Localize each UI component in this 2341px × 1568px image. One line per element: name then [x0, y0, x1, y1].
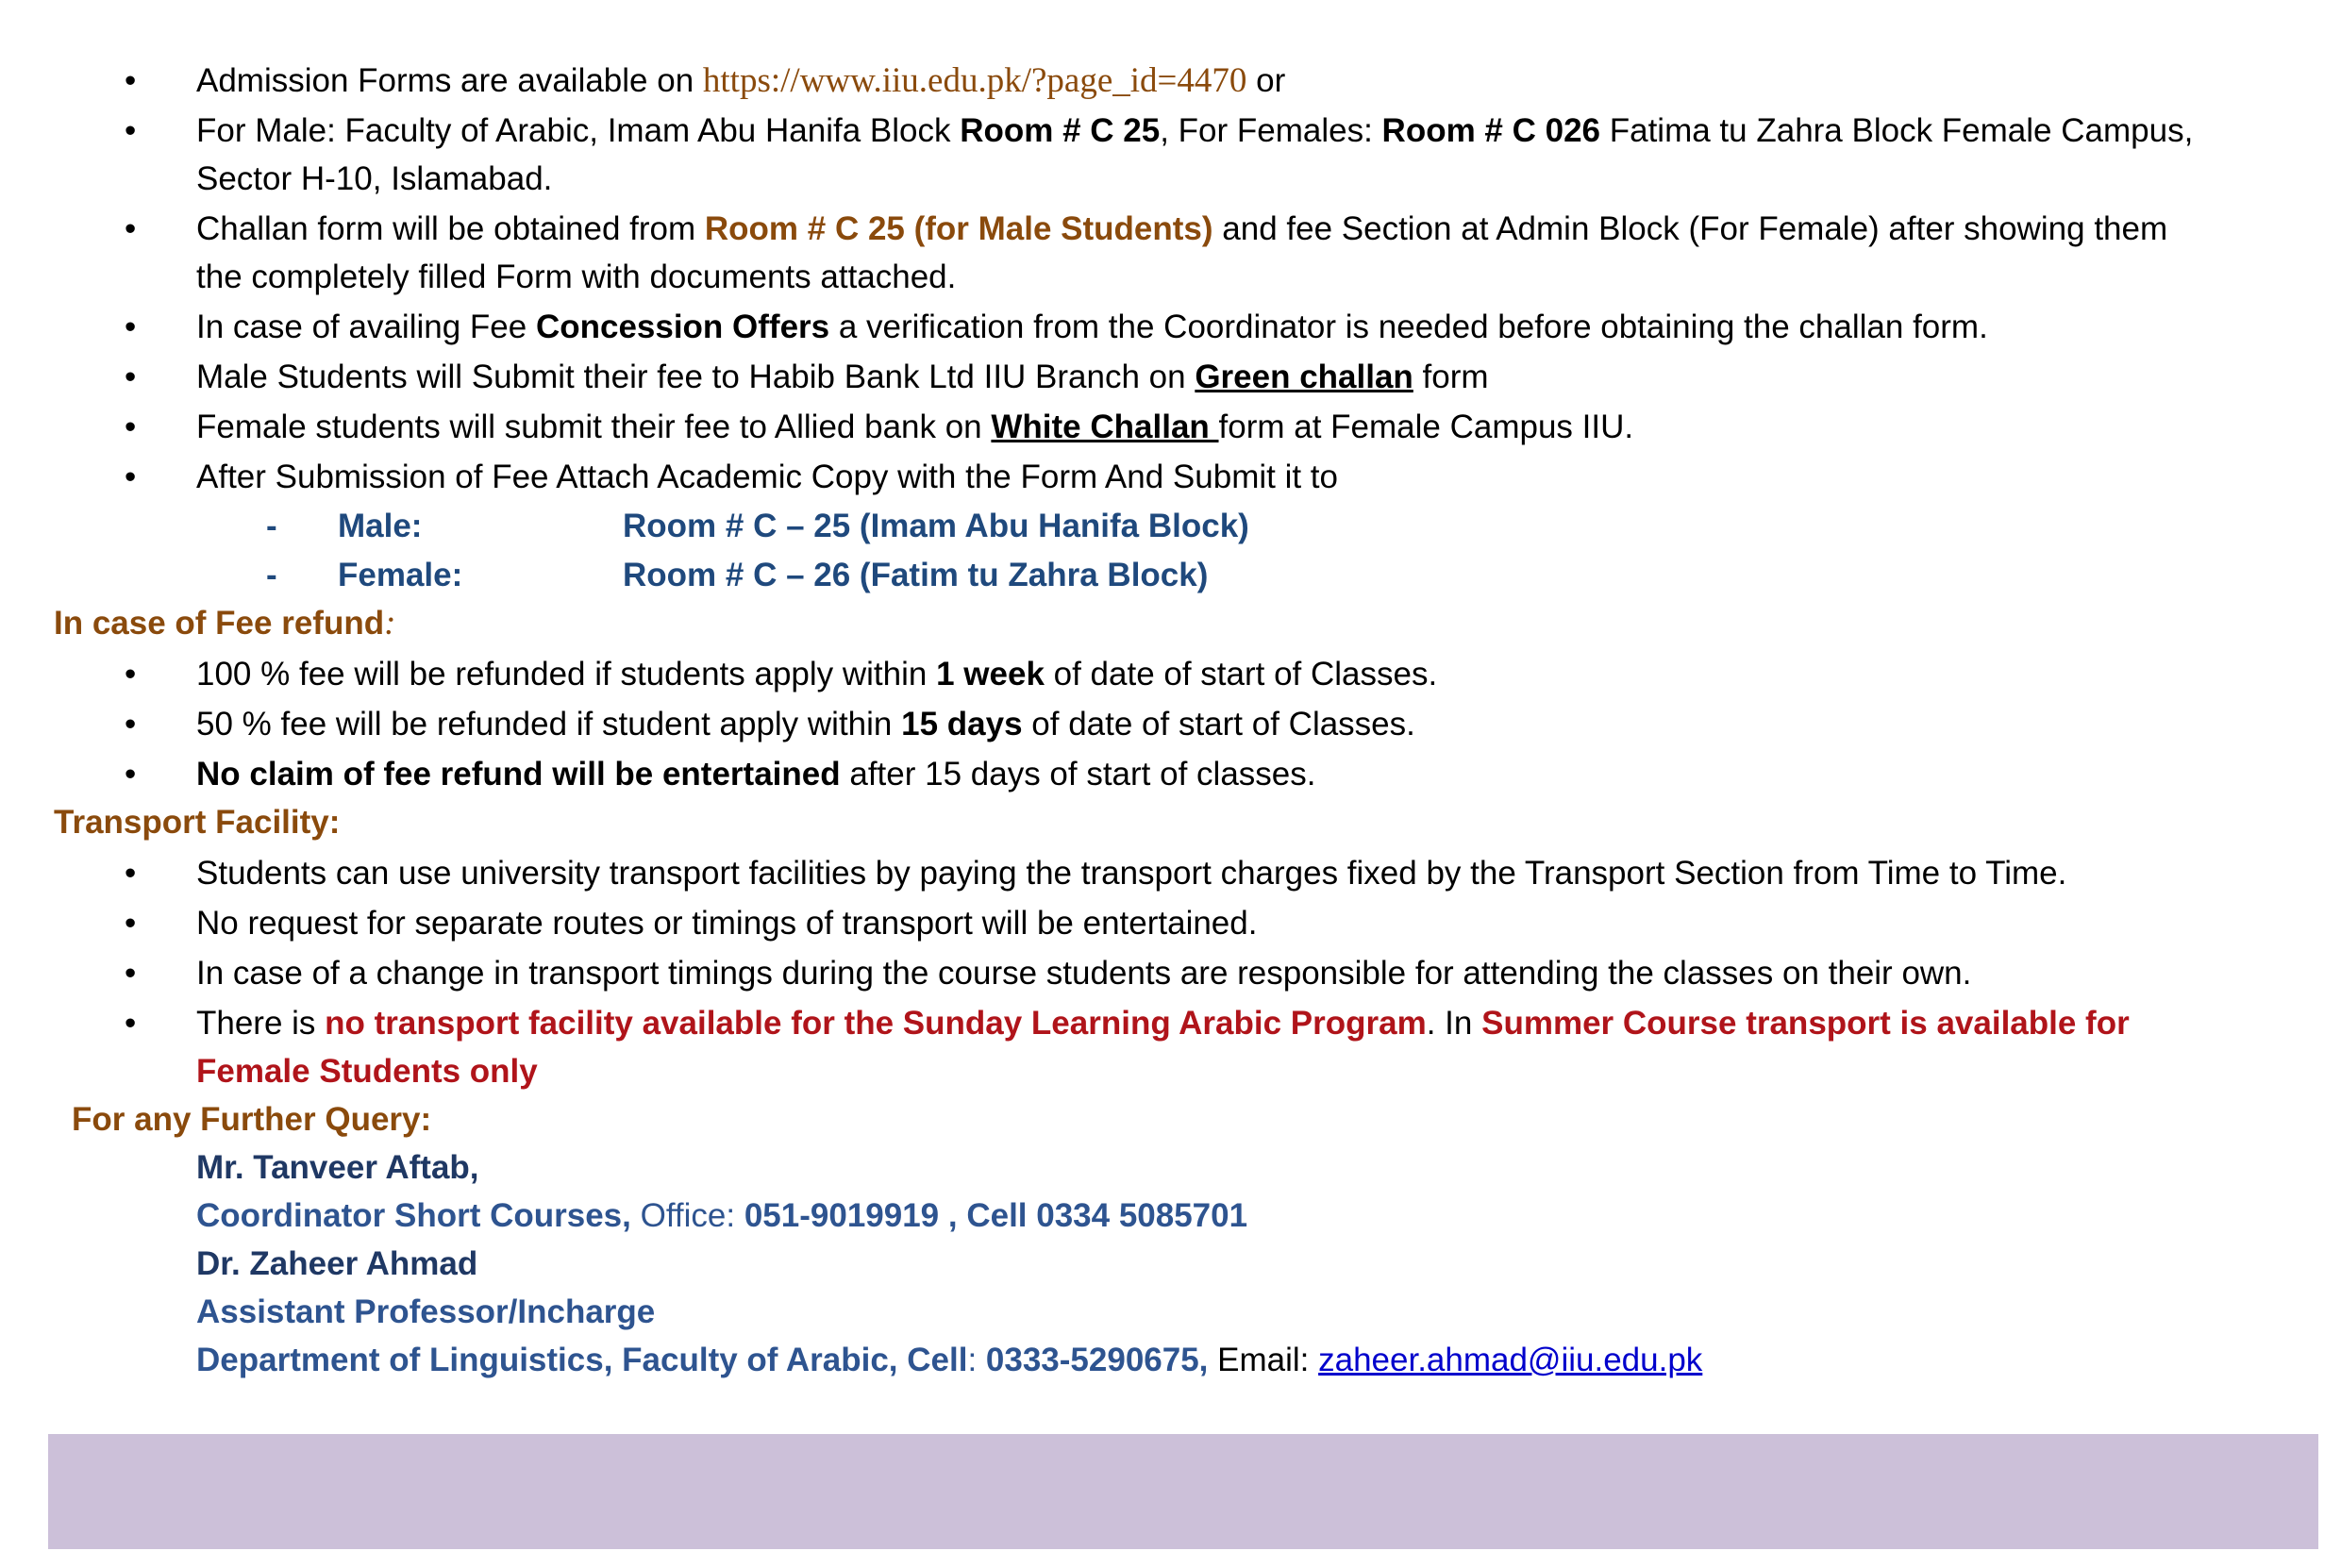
list-item-female-fee: • Female students will submit their fee to Allied bank on White Challan form at Female Campus IIU. [125, 409, 1634, 445]
list-item-transport-timings: • In case of a change in transport timings during the course students are responsible for attending the classes on their own. [125, 955, 1972, 992]
list-item-rooms: • For Male: Faculty of Arabic, Imam Abu Hanifa Block Room # C 25, For Females: Room # C 026 Fatima tu Zahra Block Female Campus, [125, 112, 2194, 149]
list-item-admission-forms: • Admission Forms are available on https://www.iiu.edu.pk/?page_id=4470 or [125, 61, 1286, 100]
list-item-refund-100: • 100 % fee will be refunded if students apply within 1 week of date of start of Classes. [125, 656, 1438, 692]
list-item-submit: • After Submission of Fee Attach Academic Copy with the Form And Submit it to [125, 459, 1338, 495]
contact2-name: Dr. Zaheer Ahmad [196, 1245, 478, 1282]
list-item-challan-form: • Challan form will be obtained from Room # C 25 (for Male Students) and fee Section at Admin Block (For Female) after showing them [125, 210, 2168, 247]
list-item-challan-form-continued: the completely filled Form with documents attached. [196, 259, 957, 295]
list-item-male-fee: • Male Students will Submit their fee to Habib Bank Ltd IIU Branch on Green challan form [125, 359, 1489, 395]
footer-band [48, 1434, 2318, 1549]
heading-transport: Transport Facility: [54, 804, 341, 841]
contact2-details: Department of Linguistics, Faculty of Arabic, Cell: 0333-5290675, Email: zaheer.ahmad@iiu.edu.pk [196, 1342, 1703, 1378]
list-item-no-refund: • No claim of fee refund will be entertained after 15 days of start of classes. [125, 756, 1316, 792]
list-item-transport-routes: • No request for separate routes or timings of transport will be entertained. [125, 905, 1258, 942]
sub-item-male-room: - Male: Room # C – 25 (Imam Abu Hanifa Block) [266, 508, 1249, 544]
list-item-transport-charges: • Students can use university transport facilities by paying the transport charges fixed by the Transport Section from Time to Time. [125, 855, 2067, 892]
sub-item-female-room: - Female: Room # C – 26 (Fatim tu Zahra Block) [266, 557, 1209, 593]
admission-url: https://www.iiu.edu.pk/?page_id=4470 [702, 61, 1247, 100]
heading-fee-refund: In case of Fee refund: [54, 604, 396, 642]
list-item-refund-50: • 50 % fee will be refunded if student apply within 15 days of date of start of Classes. [125, 706, 1415, 742]
list-item-transport-availability-continued: Female Students only [196, 1053, 538, 1090]
contact1-name: Mr. Tanveer Aftab, [196, 1149, 479, 1186]
list-item-rooms-continued: Sector H-10, Islamabad. [196, 160, 553, 197]
list-item-transport-availability: • There is no transport facility available for the Sunday Learning Arabic Program. In Summer Course transport is available for [125, 1005, 2130, 1042]
list-item-concession: • In case of availing Fee Concession Offers a verification from the Coordinator is needed before obtaining the challan form. [125, 309, 1988, 345]
heading-further-query: For any Further Query: [72, 1101, 432, 1138]
email-link[interactable]: zaheer.ahmad@iiu.edu.pk [1318, 1342, 1703, 1378]
contact1-details: Coordinator Short Courses, Office: 051-9019919 , Cell 0334 5085701 [196, 1197, 1248, 1234]
contact2-title: Assistant Professor/Incharge [196, 1293, 656, 1330]
